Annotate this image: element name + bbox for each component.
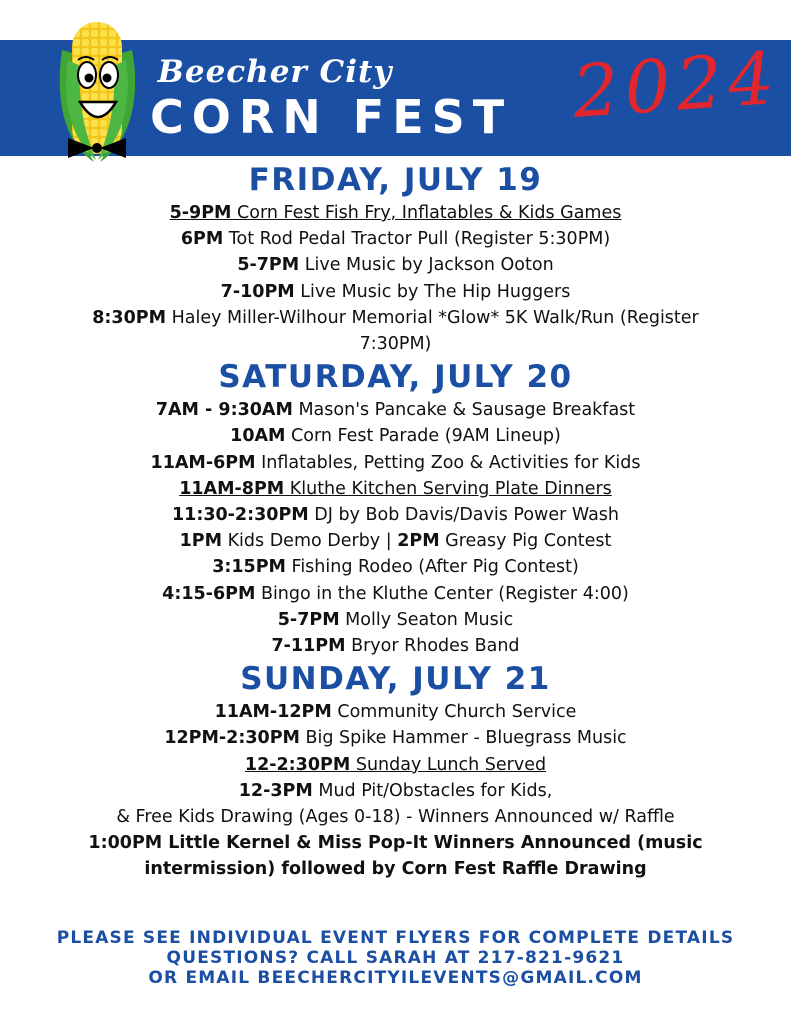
event-item (0, 528, 791, 554)
event-desc: Kids Demo Derby | (222, 531, 398, 552)
event-desc: Mason's Pancake & Sausage Breakfast (292, 400, 636, 421)
event-item (0, 397, 791, 423)
brand-main-title: CORN FEST (150, 90, 513, 144)
brand-script-title: Beecher City (157, 54, 393, 90)
event-time: 11AM-6PM (150, 452, 256, 473)
event-item (0, 502, 791, 528)
event-desc: Haley Miller-Wilhour Memorial *Glow* 5K Walk/Run (Register 7:30PM) (166, 307, 699, 355)
event-desc: Inflatables, Petting Zoo & Activities for Kids (255, 452, 641, 473)
event-time: 5-7PM (237, 255, 300, 276)
event-item (0, 607, 791, 633)
event-desc: Kluthe Kitchen Serving Plate Dinners (284, 478, 612, 499)
event-desc: Tot Rod Pedal Tractor Pull (Register 5:30PM) (223, 229, 611, 250)
event-item (0, 804, 791, 830)
event-desc: Big Spike Hammer - Bluegrass Music (299, 728, 627, 749)
event-time: 12-2:30PM (244, 754, 351, 775)
footer-line: QUESTIONS? CALL SARAH AT 217-821-9621 (166, 948, 625, 968)
event-item (0, 699, 791, 725)
event-desc: Live Music by Jackson Ooton (299, 255, 554, 276)
event-time: 4:15-6PM (162, 583, 256, 604)
event-time: 7-11PM (271, 636, 346, 657)
event-time: 5-7PM (277, 609, 340, 630)
event-desc: 1:00PM Little Kernel & Miss Pop-It Winners Announced (music intermission) followed by Corn Fest Raffle Drawing (88, 833, 703, 880)
event-item (0, 423, 791, 449)
event-desc: Molly Seaton Music (339, 609, 514, 630)
event-time: 5-9PM (169, 203, 232, 223)
event-time: 12-3PM (238, 780, 313, 801)
event-time: 10AM (230, 426, 286, 447)
event-item (0, 252, 791, 278)
footer-line: OR EMAIL BEECHERCITYILEVENTS@GMAIL.COM (148, 968, 643, 988)
event-desc: Fishing Rodeo (After Pig Contest) (285, 557, 579, 578)
day-title-friday: FRIDAY, JULY 19 (248, 162, 543, 198)
event-item (0, 778, 791, 804)
event-time: 11AM-12PM (214, 702, 332, 723)
corn-mascot-icon (54, 20, 140, 170)
event-desc: Corn Fest Fish Fry, Inflatables & Kids Games (231, 203, 622, 223)
event-item (0, 305, 791, 357)
day-title-sunday: SUNDAY, JULY 21 (240, 661, 551, 698)
event-item (0, 450, 791, 476)
event-item (0, 581, 791, 607)
event-desc: Live Music by The Hip Huggers (294, 281, 571, 302)
event-desc: Mud Pit/Obstacles for Kids, (312, 780, 553, 801)
footer-line: PLEASE SEE INDIVIDUAL EVENT FLYERS FOR COMPLETE DETAILS (56, 928, 735, 948)
event-time: 11:30-2:30PM (171, 505, 309, 526)
event-item (0, 830, 791, 882)
event-time: 2PM (397, 531, 440, 552)
event-time: 7-10PM (220, 281, 295, 302)
event-item (0, 279, 791, 305)
schedule (0, 160, 791, 883)
event-time: 1PM (179, 531, 223, 552)
event-time: 8:30PM (92, 307, 167, 328)
event-item (0, 200, 791, 226)
event-item (0, 633, 791, 659)
event-item (0, 226, 791, 252)
event-time: 6PM (180, 229, 224, 250)
event-item (0, 476, 791, 502)
event-time: 11AM-8PM (179, 478, 285, 499)
event-item (0, 554, 791, 580)
event-desc: DJ by Bob Davis/Davis Power Wash (308, 505, 620, 526)
event-desc: Greasy Pig Contest (439, 531, 612, 552)
event-desc: Bingo in the Kluthe Center (Register 4:00) (255, 583, 629, 604)
event-desc: Corn Fest Parade (9AM Lineup) (285, 426, 561, 447)
event-desc: & Free Kids Drawing (Ages 0-18) - Winners Announced w/ Raffle (116, 807, 675, 828)
event-time: 7AM - 9:30AM (155, 400, 293, 421)
event-desc: Community Church Service (331, 702, 577, 723)
brand-year: 2024 (570, 35, 783, 134)
event-desc: Sunday Lunch Served (350, 754, 547, 775)
event-desc: Bryor Rhodes Band (345, 636, 520, 657)
event-time: 3:15PM (212, 557, 286, 578)
event-item (0, 725, 791, 751)
day-title-saturday: SATURDAY, JULY 20 (218, 359, 573, 396)
footer-contact (0, 928, 791, 988)
event-item (0, 752, 791, 778)
event-time: 12PM-2:30PM (164, 728, 300, 749)
